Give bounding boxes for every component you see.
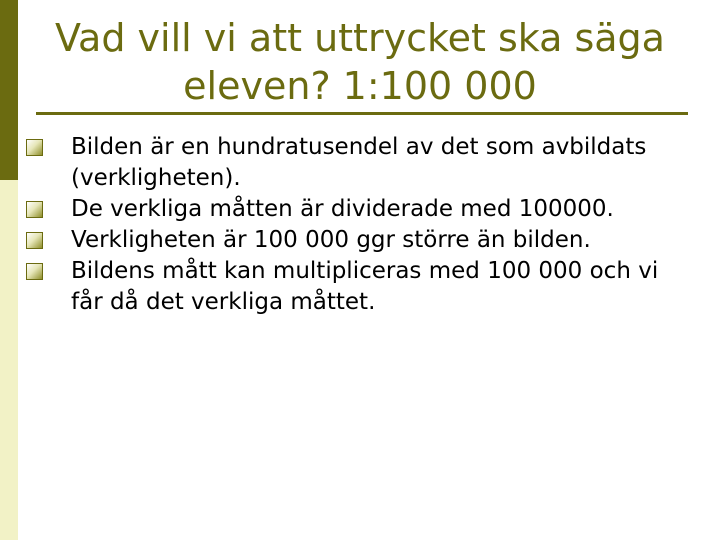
bullet-list (26, 132, 696, 318)
slide-title-line-2: eleven? 1:100 000 (183, 64, 537, 108)
square-bullet-icon (26, 232, 43, 249)
bullet-text: Bilden är en hundratusendel av det som avbildats (verkligheten). (71, 134, 647, 191)
bullet-text: De verkliga måtten är dividerade med 100000. (71, 196, 614, 222)
sidebar-accent-dark (0, 0, 18, 180)
bullet-item (26, 194, 696, 225)
slide-title-line-1: Vad vill vi att uttrycket ska säga (55, 16, 665, 60)
bullet-item (26, 256, 696, 318)
square-bullet-icon (26, 139, 43, 156)
square-bullet-icon (26, 263, 43, 280)
bullet-item (26, 225, 696, 256)
bullet-text: Verkligheten är 100 000 ggr större än bilden. (71, 227, 591, 253)
square-bullet-icon (26, 201, 43, 218)
slide-title (40, 14, 680, 110)
bullet-text: Bildens mått kan multipliceras med 100 000 och vi får då det verkliga måttet. (71, 258, 659, 315)
bullet-item (26, 132, 696, 194)
sidebar-accent-light (0, 180, 18, 540)
title-divider (36, 112, 688, 115)
